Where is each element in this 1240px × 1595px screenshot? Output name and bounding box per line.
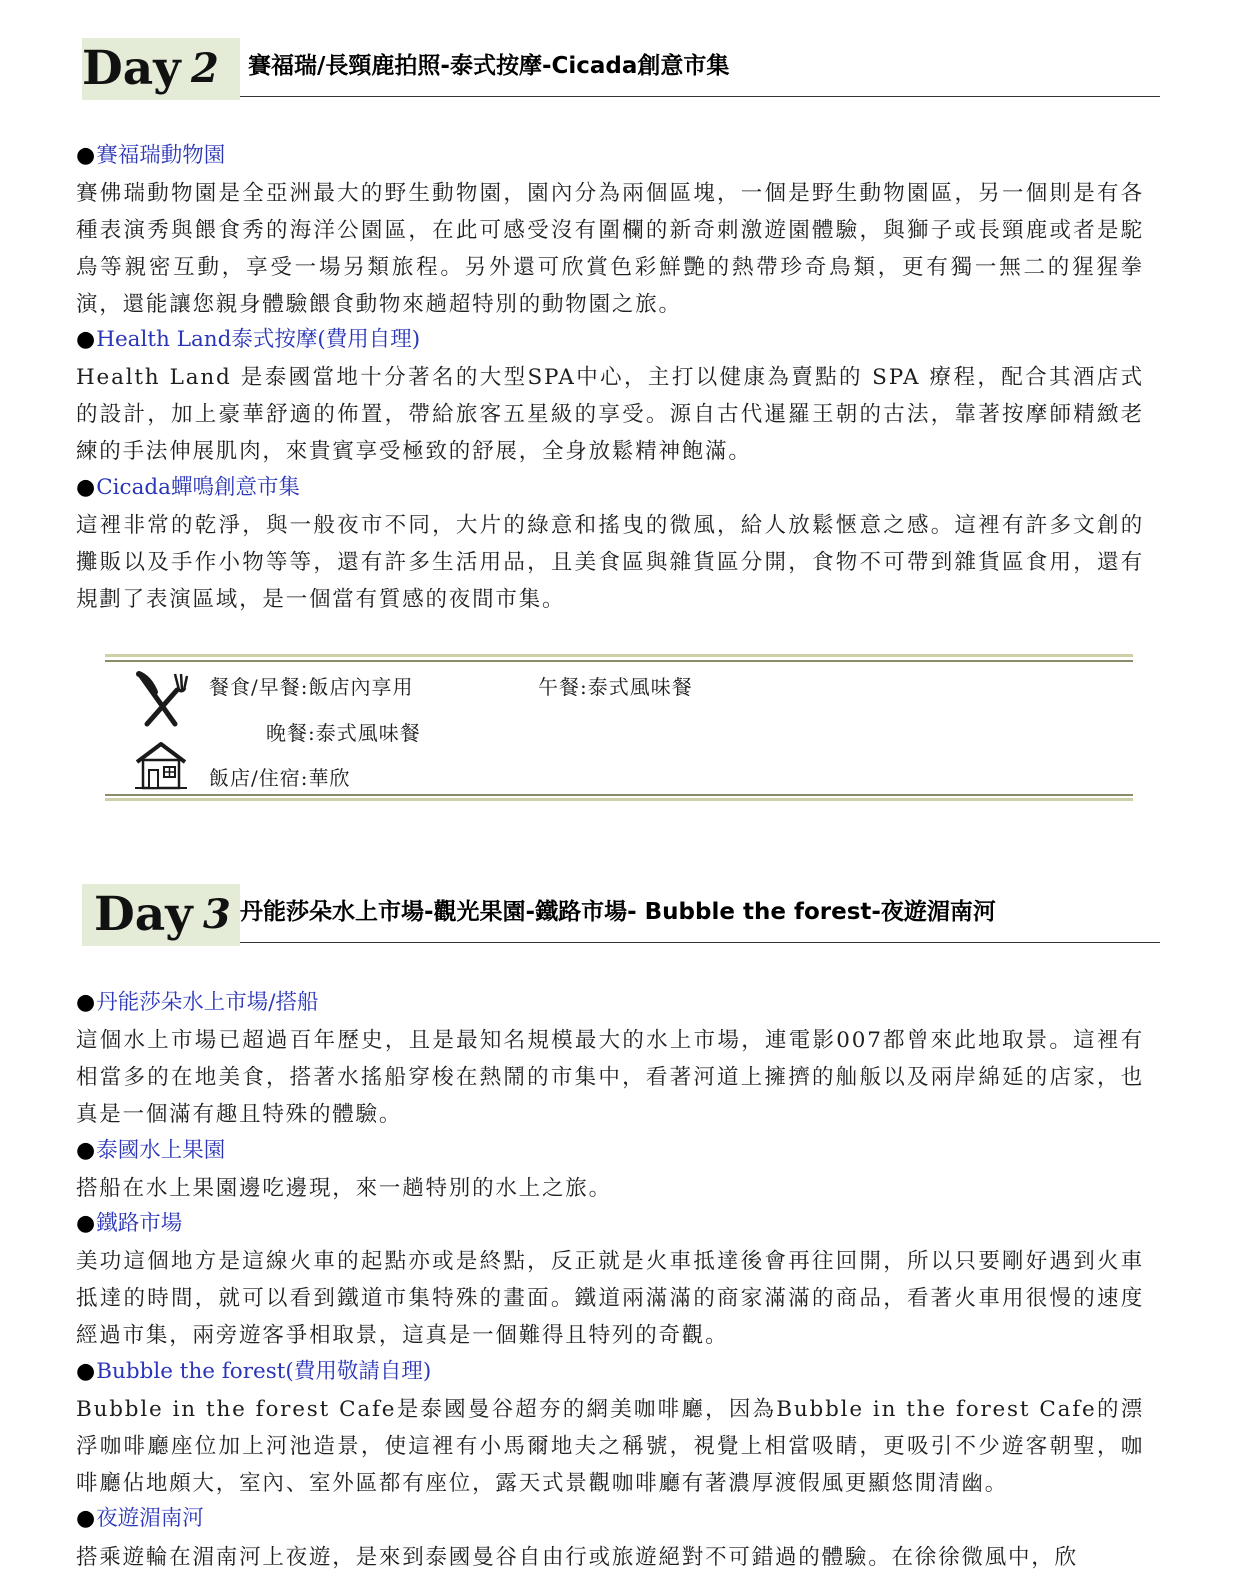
day2-section-3-text: 這裡非常的乾淨，與一般夜市不同，大片的綠意和搖曳的微風，給人放鬆愜意之感。這裡有許多文創的攤販以及手作小物等等，還有許多生活用品，且美食區與雜貨區分開，食物不可帶到雜貨區食用，還有規劃了表演區域，是一個當有質感的夜間市集。 (76, 513, 1144, 612)
bullet-icon: ● (76, 1506, 96, 1531)
day2-title-underline (240, 96, 1160, 97)
day3-header (82, 884, 1160, 946)
day3-section-5-text: 搭乘遊輪在湄南河上夜遊，是來到泰國曼谷自由行或旅遊絕對不可錯過的體驗。在徐徐微風中，欣 (76, 1545, 1078, 1570)
day3-section-1-text: 這個水上市場已超過百年歷史，且是最知名規模最大的水上市場，連電影007都曾來此地取景。這裡有相當多的在地美食，搭著水搖船穿梭在熱鬧的市集中，看著河道上擁擠的舢舨以及兩岸綿延的店家，也真是一個滿有趣且特殊的體驗。 (76, 1028, 1144, 1127)
bullet-icon: ● (76, 990, 96, 1015)
day3-section-2-title: ●泰國水上果園 (76, 1138, 226, 1163)
fork-knife-icon (135, 670, 193, 730)
divider (105, 660, 1133, 662)
day2-label: Day (82, 41, 181, 96)
day3-section-4-text: Bubble in the forest Cafe是泰國曼谷超夯的網美咖啡廳，因為Bubble in the forest Cafe的漂浮咖啡廳座位加上河池造景，使這裡有小馬爾地夫之稱號，視覺上相當吸睛，更吸引不少遊客朝聖，咖啡廳佔地頗大，室內、室外區都有座位，露天式景觀咖啡廳有著濃厚渡假風更顯悠閒清幽。 (76, 1397, 1144, 1496)
breakfast-text: 餐食/早餐:飯店內享用 (209, 675, 414, 699)
bullet-icon: ● (76, 1359, 96, 1384)
day3-badge (82, 884, 240, 946)
bullet-icon: ● (76, 143, 96, 168)
day2-section-1-title: ●賽福瑞動物園 (76, 143, 226, 168)
day3-label: Day (94, 887, 193, 942)
day2-section-1-text: 賽佛瑞動物園是全亞洲最大的野生動物園，園內分為兩個區塊，一個是野生動物園區，另一個則是有各種表演秀與餵食秀的海洋公園區，在此可感受沒有圍欄的新奇刺激遊園體驗，與獅子或長頸鹿或者是駝鳥等親密互動，享受一場另類旅程。另外還可欣賞色彩鮮艷的熱帶珍奇鳥類，更有獨一無二的猩猩拳演，還能讓您親身體驗餵食動物來趟超特別的動物園之旅。 (76, 181, 1144, 317)
day2-badge (82, 38, 240, 100)
dinner-text: 晚餐:泰式風味餐 (266, 721, 421, 745)
day2-number: 2 (191, 45, 219, 92)
day3-section-1-title: ●丹能莎朵水上市場/搭船 (76, 990, 319, 1015)
day3-section-3-title: ●鐵路市場 (76, 1211, 183, 1236)
bullet-icon: ● (76, 1138, 96, 1163)
hotel-text: 飯店/住宿:華欣 (209, 766, 351, 790)
divider (105, 798, 1133, 801)
house-icon (133, 740, 189, 790)
day3-section-3-text: 美功這個地方是這線火車的起點亦或是終點，反正就是火車抵達後會再往回開，所以只要剛好遇到火車抵達的時間，就可以看到鐵道市集特殊的畫面。鐵道兩滿滿的商家滿滿的商品，看著火車用很慢的速度經過市集，兩旁遊客爭相取景，這真是一個難得且特列的奇觀。 (76, 1249, 1144, 1348)
day3-section-2-text: 搭船在水上果園邊吃邊現，來一趟特別的水上之旅。 (76, 1176, 612, 1201)
divider (105, 654, 1133, 657)
day2-section-2-text: Health Land 是泰國當地十分著名的大型SPA中心，主打以健康為賣點的 SPA 療程，配合其酒店式的設計，加上豪華舒適的佈置，帶給旅客五星級的享受。源自古代暹羅王朝的古法，靠著按摩師精緻老練的手法伸展肌肉，來貴賓享受極致的舒展，全身放鬆精神飽滿。 (76, 365, 1144, 464)
day2-header (82, 38, 1160, 100)
meal-hotel-box (105, 654, 1133, 804)
day2-section-2-title: ●Health Land泰式按摩(費用自理) (76, 327, 421, 352)
lunch-text: 午餐:泰式風味餐 (538, 675, 693, 699)
day3-section-5-title: ●夜遊湄南河 (76, 1506, 204, 1531)
bullet-icon: ● (76, 327, 96, 352)
bullet-icon: ● (76, 475, 96, 500)
day2-section-3-title: ●Cicada蟬鳴創意市集 (76, 475, 300, 500)
bullet-icon: ● (76, 1211, 96, 1236)
divider (105, 794, 1133, 796)
day3-section-4-title: ●Bubble the forest(費用敬請自理) (76, 1359, 432, 1384)
day3-number: 3 (203, 891, 231, 938)
day3-title: 丹能莎朵水上市場-觀光果園-鐵路市場- Bubble the forest-夜遊湄南河 (240, 899, 996, 925)
day3-title-underline (240, 942, 1160, 943)
day2-title: 賽福瑞/長頸鹿拍照-泰式按摩-Cicada創意市集 (248, 53, 730, 79)
